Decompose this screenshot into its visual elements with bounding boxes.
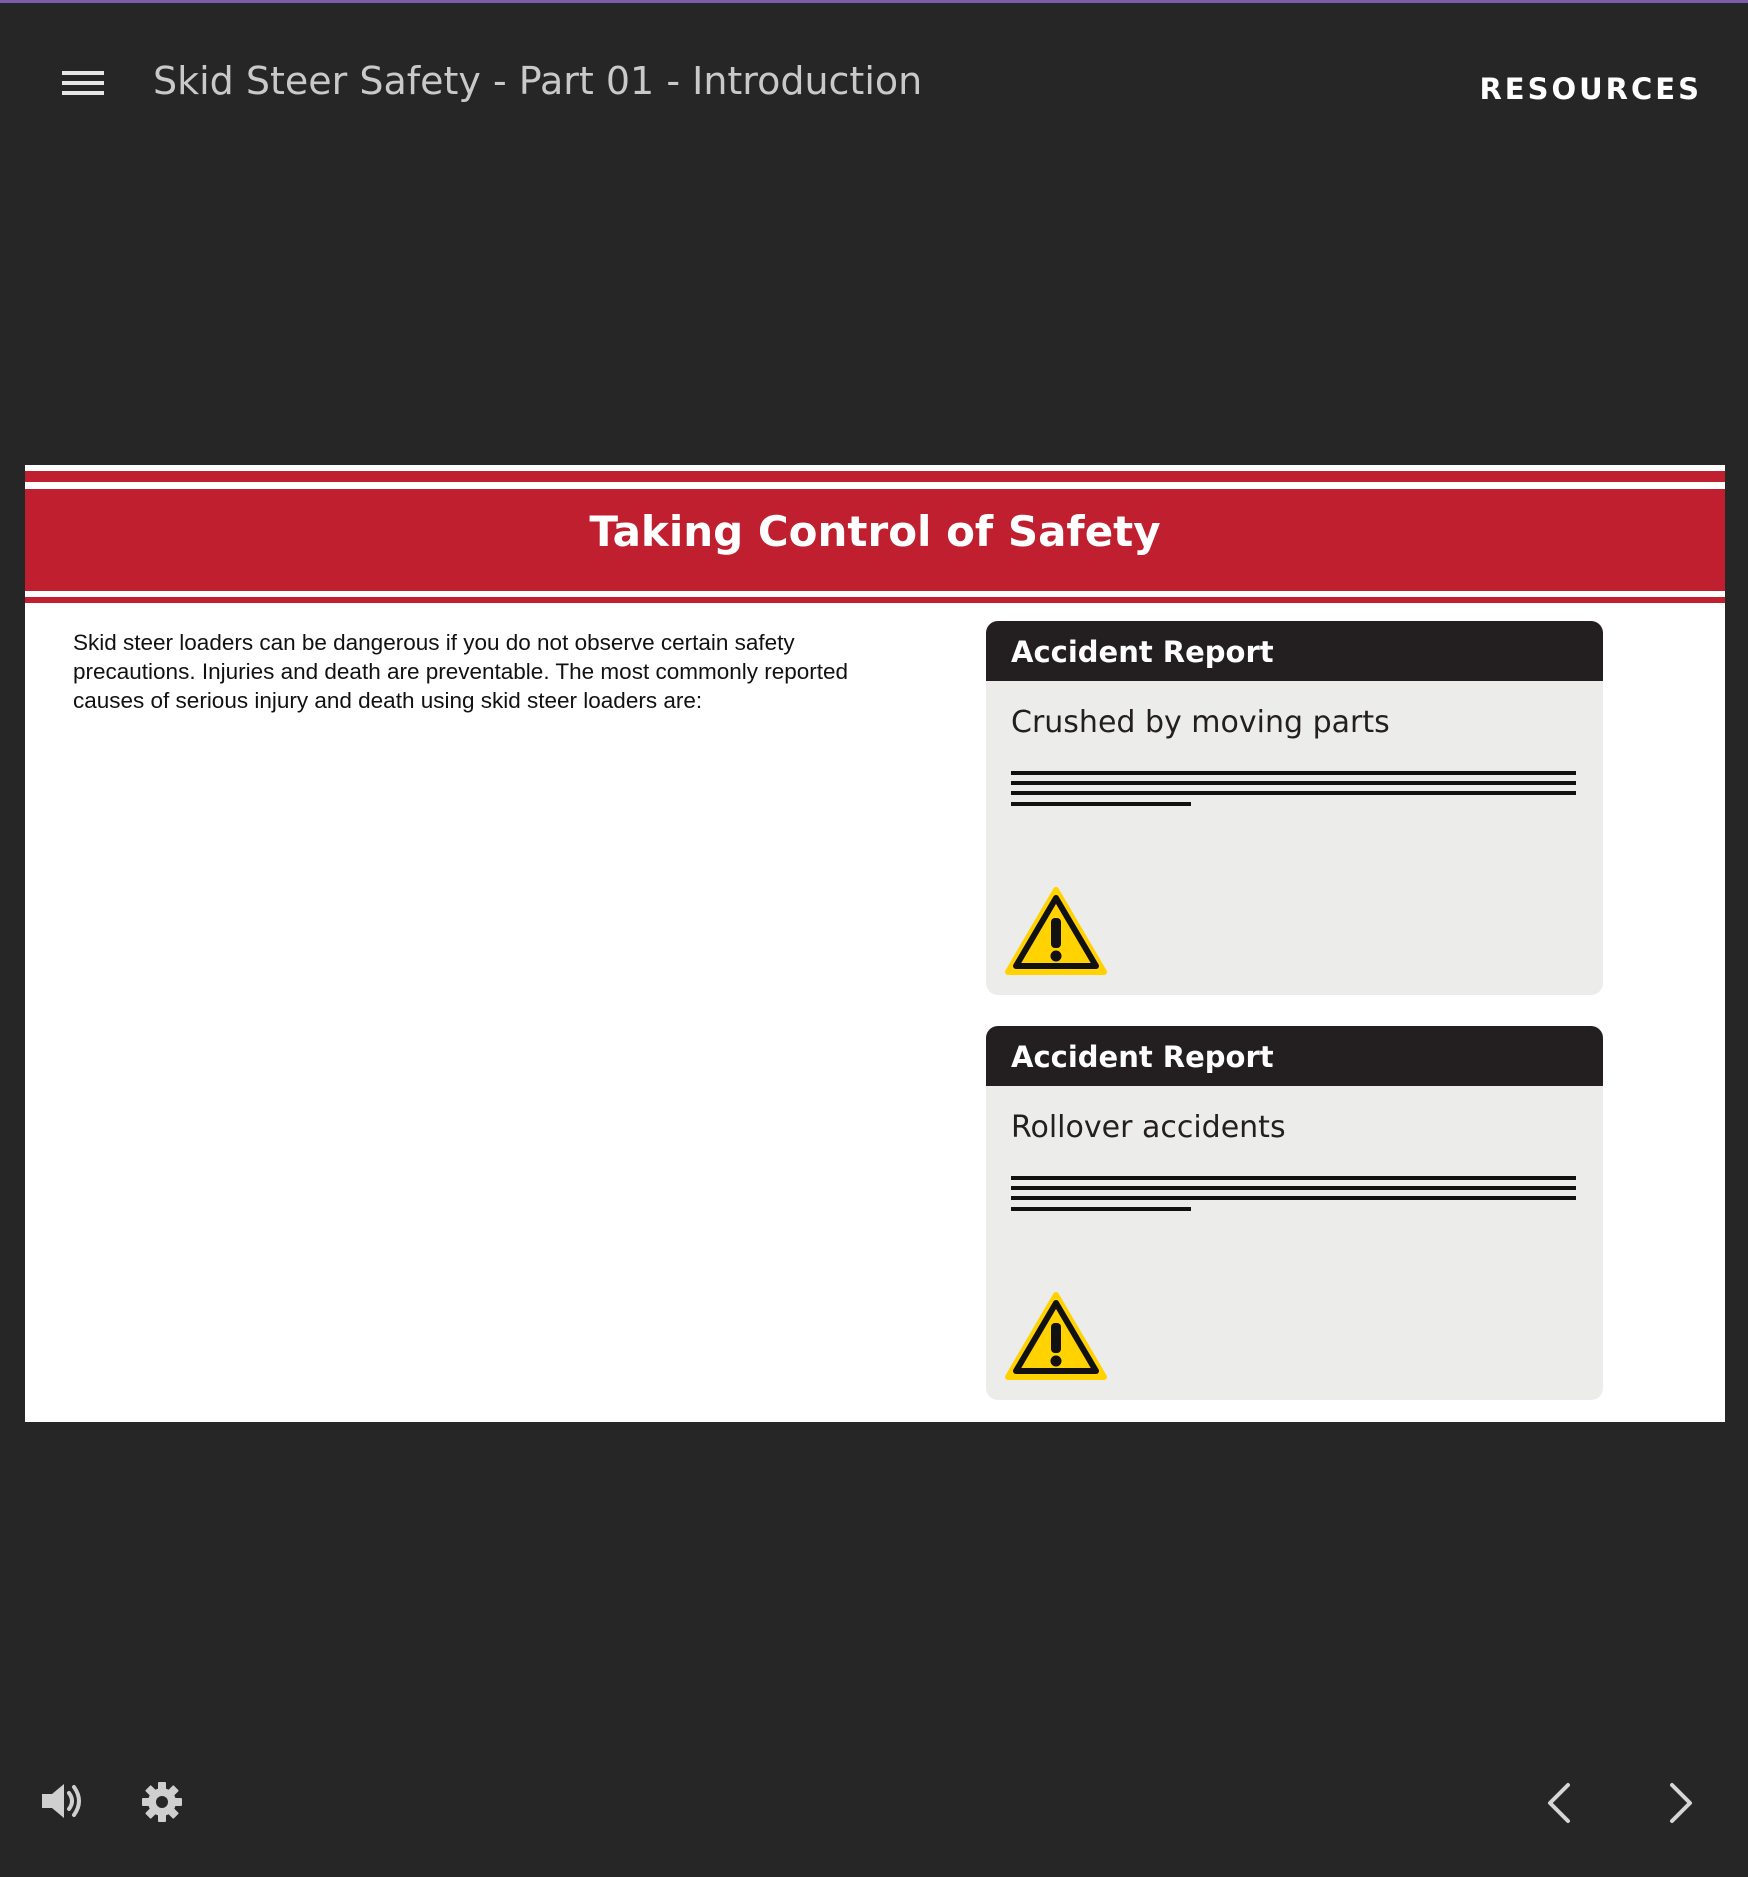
intro-paragraph: Skid steer loaders can be dangerous if you do not observe certain safety precautions. Injuries and death are preventable. The most commonly reported causes of serious injury and death using skid steer loaders are: <box>73 630 849 713</box>
placeholder-text-line <box>1011 1186 1576 1190</box>
hamburger-menu-icon[interactable] <box>60 69 106 99</box>
volume-icon[interactable] <box>40 1780 86 1822</box>
slide-title: Taking Control of Safety <box>589 507 1161 556</box>
slide-canvas <box>25 465 1725 1422</box>
card-subtitle: Crushed by moving parts <box>1011 705 1390 740</box>
card-header <box>986 621 1603 681</box>
chevron-right-icon[interactable] <box>1666 1781 1698 1825</box>
warning-icon <box>1004 886 1108 978</box>
card-subtitle: Rollover accidents <box>1011 1110 1286 1145</box>
placeholder-text-line <box>1011 1176 1576 1180</box>
gear-icon[interactable] <box>140 1780 184 1824</box>
card-header-label: Accident Report <box>1011 635 1274 669</box>
card-header-label: Accident Report <box>1011 1040 1274 1074</box>
accident-report-card[interactable] <box>986 621 1603 995</box>
chevron-left-icon[interactable] <box>1542 1781 1574 1825</box>
placeholder-text-line <box>1011 771 1576 775</box>
placeholder-text-line <box>1011 802 1191 806</box>
placeholder-text-line <box>1011 1196 1576 1200</box>
banner-stripe <box>25 471 1725 482</box>
banner-stripe <box>25 597 1725 603</box>
player-header <box>0 3 1748 163</box>
resources-button[interactable]: RESOURCES <box>1479 72 1702 106</box>
placeholder-text-line <box>1011 791 1576 795</box>
slide-title-banner <box>25 465 1725 603</box>
warning-icon <box>1004 1291 1108 1383</box>
card-header <box>986 1026 1603 1086</box>
placeholder-text-line <box>1011 781 1576 785</box>
placeholder-text-line <box>1011 1207 1191 1211</box>
accident-report-card[interactable] <box>986 1026 1603 1400</box>
course-title: Skid Steer Safety - Part 01 - Introduction <box>153 59 923 103</box>
